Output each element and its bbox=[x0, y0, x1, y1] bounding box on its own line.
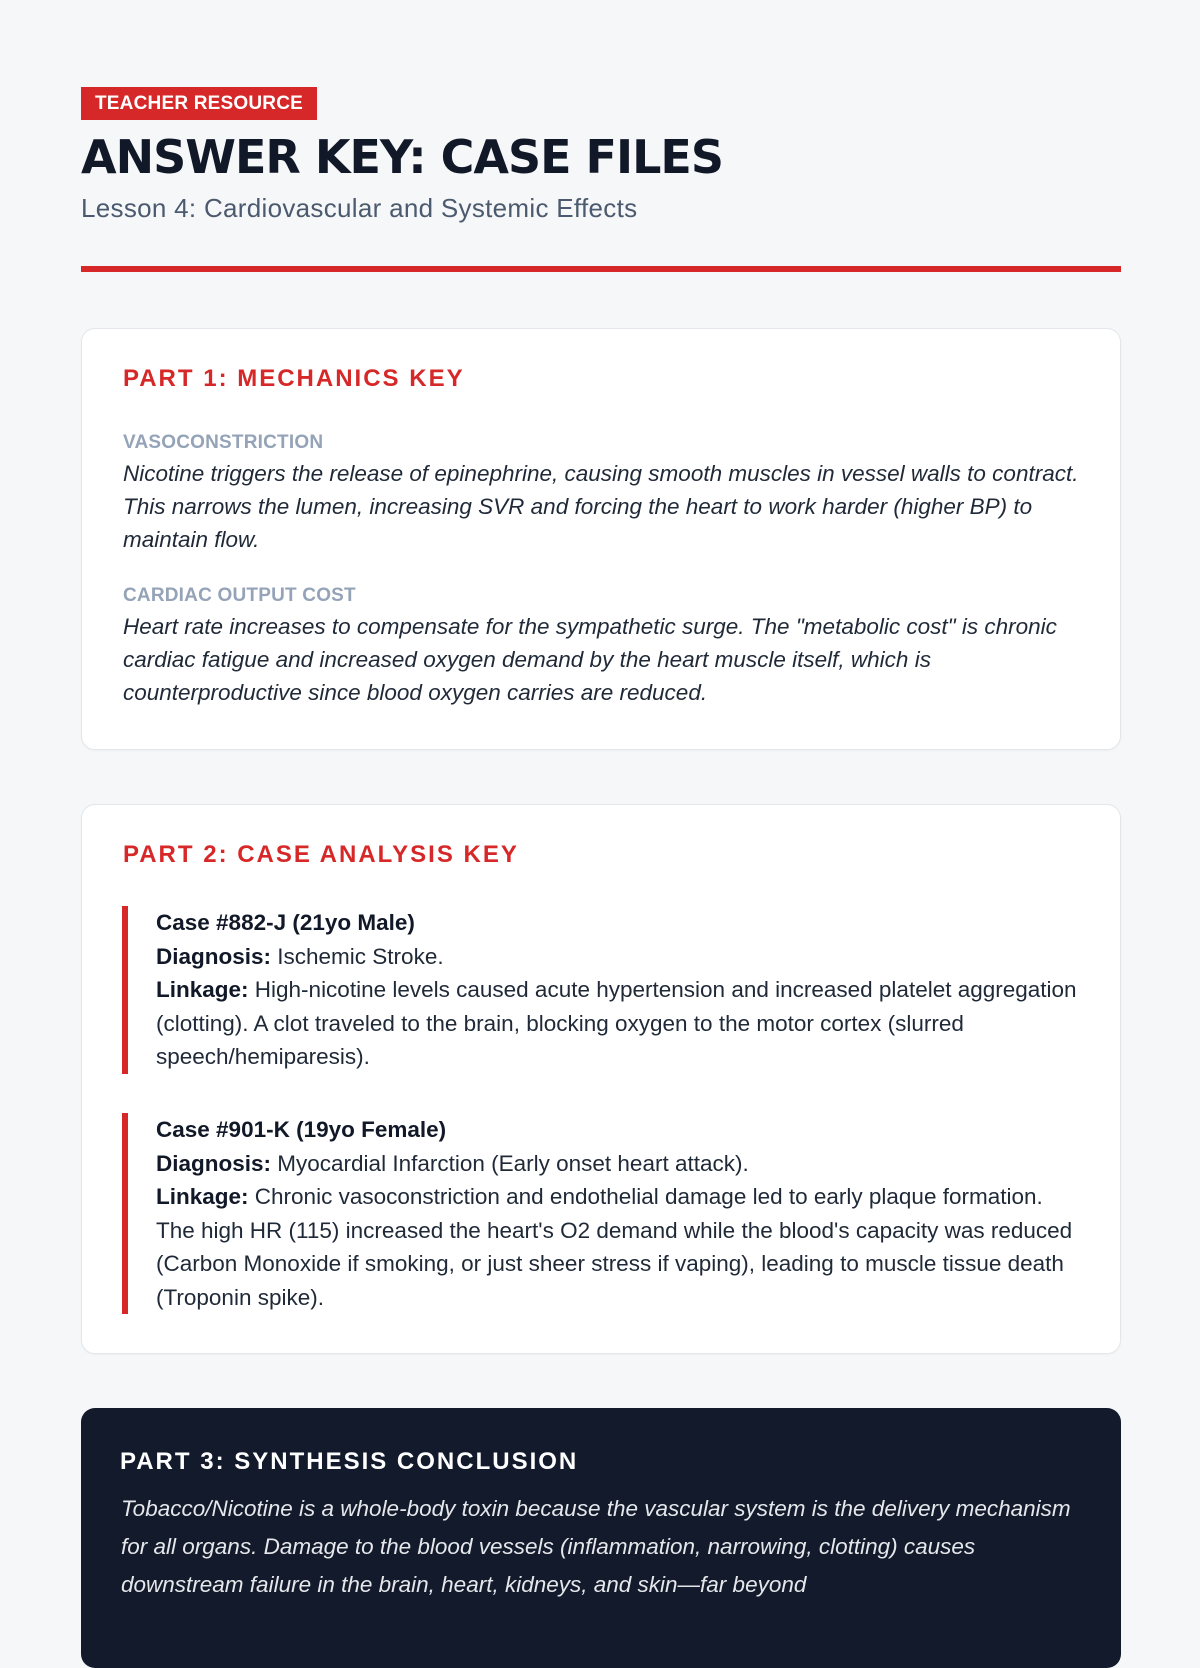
case-analysis-key-title: PART 2: CASE ANALYSIS KEY bbox=[123, 841, 519, 868]
case-linkage bbox=[156, 1180, 1082, 1314]
diagnosis-label: Diagnosis: bbox=[156, 943, 272, 969]
case-title: Case #901-K (19yo Female) bbox=[156, 1117, 447, 1142]
vasoconstriction-label: VASOCONSTRICTION bbox=[123, 432, 324, 453]
synthesis-conclusion-panel bbox=[81, 1408, 1121, 1668]
case-analysis-key-card bbox=[81, 804, 1121, 1354]
diagnosis-value: Ischemic Stroke. bbox=[271, 943, 444, 969]
synthesis-conclusion-text: Tobacco/Nicotine is a whole-body toxin because the vascular system is the delivery mechanism for all organs. Damage to the blood vessels (inflammation, narrowing, clotting) causes downstream failure in the brain, heart, kidneys, and skin—far beyond bbox=[121, 1496, 1071, 1597]
header-divider bbox=[81, 266, 1121, 272]
case-title: Case #882-J (21yo Male) bbox=[156, 910, 415, 935]
cardiac-output-cost-label: CARDIAC OUTPUT COST bbox=[123, 585, 356, 606]
case-linkage bbox=[156, 973, 1082, 1074]
case-entry bbox=[122, 906, 1082, 1074]
linkage-label: Linkage: bbox=[156, 977, 249, 1002]
case-diagnosis bbox=[156, 1147, 1082, 1181]
cardiac-output-cost-answer: Heart rate increases to compensate for the sympathetic surge. The "metabolic cost" is chronic cardiac fatigue and increased oxygen demand by the heart muscle itself, which is counterproductive since blood oxygen carries are reduced. bbox=[123, 614, 1057, 705]
linkage-value: Chronic vasoconstriction and endothelial damage led to early plaque formation. The high HR (115) increased the heart's O2 demand while the blood's capacity was reduced (Carbon Monoxide if smoking, or just sheer stress if vaping), leading to muscle tissue death (Troponin spike). bbox=[156, 1184, 1073, 1310]
teacher-resource-badge: TEACHER RESOURCE bbox=[81, 87, 317, 120]
page-title: ANSWER KEY: CASE FILES bbox=[81, 130, 723, 184]
mechanics-key-card bbox=[81, 328, 1121, 750]
diagnosis-value: Myocardial Infarction (Early onset heart attack). bbox=[271, 1150, 749, 1176]
case-entry bbox=[122, 1113, 1082, 1314]
diagnosis-label: Diagnosis: bbox=[156, 1150, 272, 1176]
case-diagnosis bbox=[156, 940, 1082, 974]
mechanics-key-title: PART 1: MECHANICS KEY bbox=[123, 365, 465, 392]
page-subtitle: Lesson 4: Cardiovascular and Systemic Effects bbox=[81, 193, 638, 223]
synthesis-conclusion-title: PART 3: SYNTHESIS CONCLUSION bbox=[120, 1448, 579, 1475]
vasoconstriction-answer: Nicotine triggers the release of epinephrine, causing smooth muscles in vessel walls to contract. This narrows the lumen, increasing SVR and forcing the heart to work harder (higher BP) to maintain flow. bbox=[123, 461, 1079, 552]
linkage-label: Linkage: bbox=[156, 1184, 249, 1209]
linkage-value: High-nicotine levels caused acute hypertension and increased platelet aggregation (clotting). A clot traveled to the brain, blocking oxygen to the motor cortex (slurred speech/hemiparesis). bbox=[156, 977, 1077, 1069]
